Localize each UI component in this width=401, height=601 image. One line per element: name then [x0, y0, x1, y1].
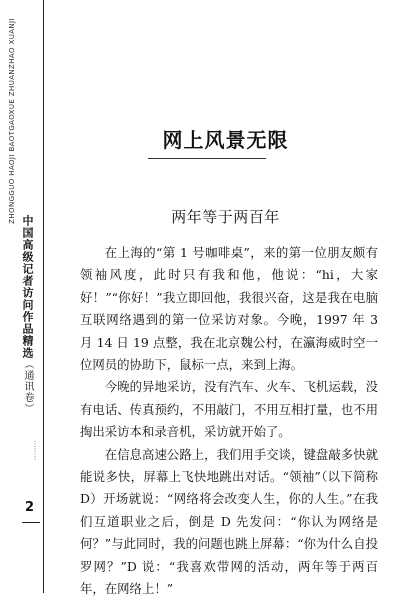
sidebar-dots: ········ — [30, 440, 39, 461]
article-body — [80, 242, 378, 601]
series-title-en: ZHONGGUO HAOJI BAOTGAOXUE ZHUANZHAO XUANJI — [8, 18, 16, 224]
series-title — [19, 215, 35, 414]
article-title: 两年等于两百年 — [171, 208, 280, 226]
section-title: 网上风景无限 — [162, 128, 289, 152]
series-subtitle: （通讯卷） — [22, 359, 33, 414]
page-number: 2 — [25, 500, 35, 515]
paragraph: 在上海的“第 1 号咖啡桌”，来的第一位朋友颇有领袖风度，此时只有我和他，他说：“hi，大家好！”“你好！”我立即回他，我很兴奋，这是我在电脑互联网络遇到的第一位采访对象。今晚，1997 年 3 月 14 日 19 点整，我在北京魏公村，在瀛海威时空一位网员的协助下，鼠标一点，来到上海。 — [80, 245, 378, 373]
section-title-rule — [148, 158, 266, 159]
sidebar-divider — [43, 0, 44, 593]
paragraph: 在信息高速公路上，我们用手交谈，键盘敲多快就能说多快，屏幕上飞快地跳出对话。“领袖”（以下简称 D）开场就说：“网络将会改变人生，你的人生。”在我们互道职业之后，倒是 D 先发问：“你认为网络是何？”与此同时，我的问题也跳上屏幕：“你为什么自投罗网？”D 说：“我喜欢带网的活动，两年等于两百年，在网络上！” — [80, 446, 378, 597]
paragraph: 今晚的异地采访，没有汽车、火车、飞机运载，没有电话、传真预约，不用敲门，不用互相打量，也不用掏出采访本和录音机，采访就开始了。 — [80, 379, 378, 440]
series-title-cn: 中国高级记者访问作品精选 — [21, 215, 34, 359]
page-number-rule — [22, 522, 40, 523]
